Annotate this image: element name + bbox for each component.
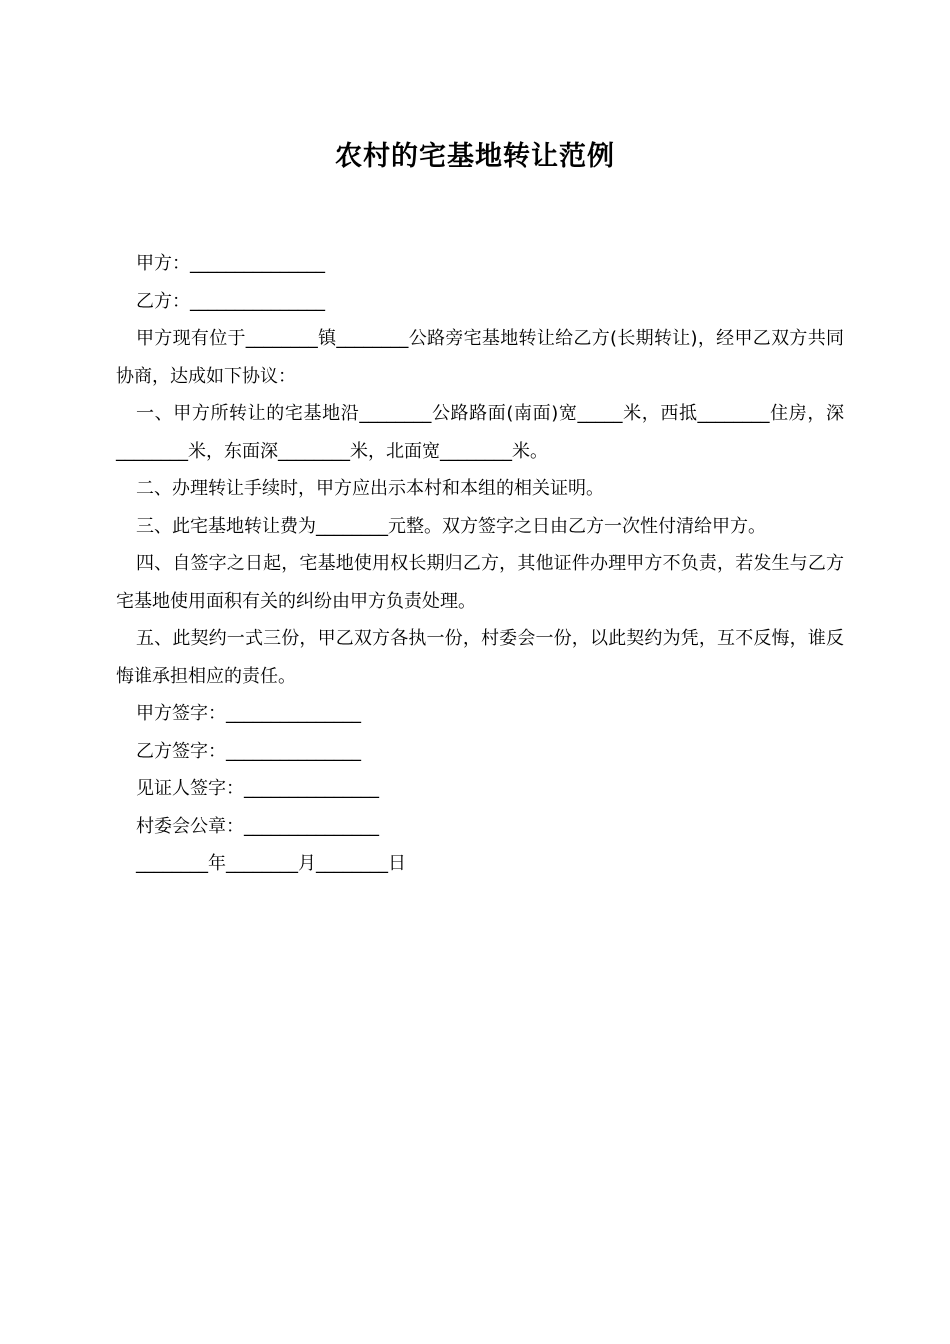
clause-2: 二、办理转让手续时，甲方应出示本村和本组的相关证明。 xyxy=(136,478,604,499)
party-a-line: 甲方：_______________ xyxy=(136,253,325,274)
village-seal-line: 村委会公章：_______________ xyxy=(136,815,379,837)
sign-witness: 见证人签字：_______________ xyxy=(136,778,379,799)
intro-paragraph: 甲方现有位于________镇________公路旁宅基地转让给乙方(长期转让)，经甲乙双方共同协商，达成如下协议： xyxy=(116,328,844,387)
party-b-line: 乙方：_______________ xyxy=(136,290,325,312)
clause-4: 四、自签字之日起，宅基地使用权长期归乙方，其他证件办理甲方不负责，若发生与乙方宅基地使用面积有关的纠纷由甲方负责处理。 xyxy=(116,553,844,612)
document-title: 农村的宅基地转让范例 xyxy=(335,141,615,172)
clause-1: 一、甲方所转让的宅基地沿________公路路面(南面)宽_____米，西抵________住房，深________米，东面深________米，北面宽________米。 xyxy=(116,403,844,462)
clause-3: 三、此宅基地转让费为________元整。双方签字之日由乙方一次性付清给甲方。 xyxy=(136,515,766,537)
sign-party-b: 乙方签字：_______________ xyxy=(136,740,361,762)
sign-party-a: 甲方签字：_______________ xyxy=(136,703,361,724)
document-body xyxy=(116,245,844,883)
clause-5: 五、此契约一式三份，甲乙双方各执一份，村委会一份，以此契约为凭，互不反悔，谁反悔谁承担相应的责任。 xyxy=(116,628,844,687)
date-line: ________年________月________日 xyxy=(136,853,406,874)
